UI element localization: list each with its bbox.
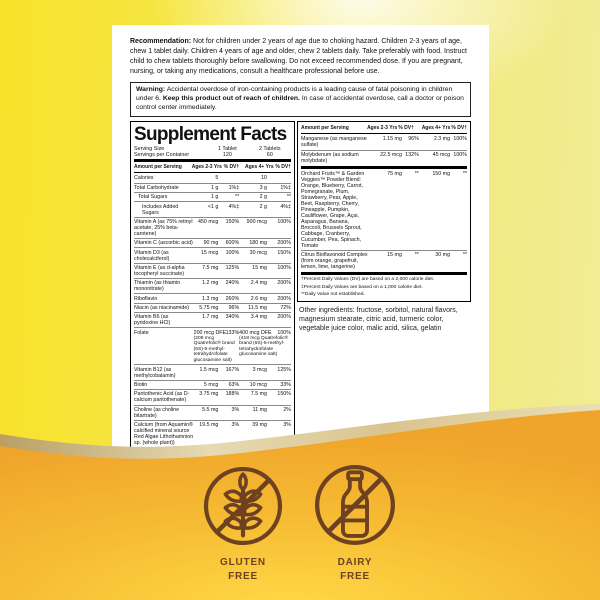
warning-body: Accidental overdose of iron-containing products is a leading cause of fatal poisoning in children under 6. <box>136 85 453 102</box>
nutrient-row <box>134 380 291 389</box>
recommendation-body: Not for children under 2 years of age due to choking hazard. Children 2-3 years of age, chew 1 tablet daily. Children 4 years of age and older, chew 2 tablets daily. Take preferably with food. Instruct child to chew tablets thoroughly before swallowing. Do not exceed recommended dose. If you are pregnant, nursing, or taking any medications, consult a healthcare professional before use. <box>130 38 467 75</box>
nutrient-row <box>134 174 291 182</box>
dv-ages-4plus: 2% <box>283 406 291 413</box>
blend-name: Orchard Fruits™ & Garden Veggies™ Powder Blend: Orange, Blueberry, Carrot, Pomegranate, Plum, Strawberry, Pear, Apple, Beet, Raspberry, Cherry, Pineapple, Pumpkin, Cauliflower, Grape, Açai, Asparagus, Banana, Broccoli, Brussels Sprout, Cabbage, Cranberry, Cucumber, Pea, Spinach, Tomato <box>301 171 365 249</box>
nutrient-row <box>134 183 291 192</box>
dv-ages-2-3: 3% <box>231 422 240 429</box>
header-age-4plus: Ages 4+ Yrs <box>421 124 451 131</box>
amount-ages-4plus: 30 mcg <box>249 249 267 256</box>
blend-name: Citrus Bioflavonoid Complex (from orange, grapefruit, lemon, lime, tangerine) <box>301 252 368 271</box>
serving-row-label: Serving Size <box>134 145 165 152</box>
nutrient-row <box>134 217 291 238</box>
amount-ages-4plus: 39 mg <box>252 422 267 429</box>
facts-header-row <box>301 124 467 132</box>
supplement-facts-title: Supplement Facts <box>134 123 287 145</box>
dv-ages-4plus: 150% <box>277 249 291 256</box>
amount-ages-4plus: 2 g <box>259 194 267 201</box>
warning-tail: In case of accidental overdose, call a doctor or poison control center immediately. <box>136 94 464 111</box>
dv-ages-2-3: ** <box>414 252 419 259</box>
wave-divider <box>0 400 600 600</box>
divider-bar <box>301 272 467 275</box>
header-age-4plus: Ages 4+ Yrs <box>245 163 274 170</box>
dv-ages-2-3: 188% <box>225 391 240 398</box>
divider-bar <box>301 133 467 135</box>
dv-ages-4plus: 200% <box>277 295 291 302</box>
product-label <box>112 25 489 465</box>
dv-ages-2-3: 63% <box>228 382 240 388</box>
dv-ages-2-3: 600% <box>225 240 240 247</box>
dv-ages-4plus: 125% <box>277 366 291 373</box>
amount-ages-4plus: 2 g <box>259 203 267 210</box>
dv-ages-4plus: 200% <box>277 240 291 247</box>
header-dv-2-3: % DV† <box>398 124 414 131</box>
amount-ages-2-3: 1.3 mg <box>202 295 219 302</box>
warning-box <box>130 82 471 117</box>
amount-ages-4plus: 11.5 mg <box>248 304 267 311</box>
amount-ages-2-3: 19.5 mg <box>199 422 219 429</box>
right-facts-panel <box>297 121 471 302</box>
nutrient-name: Vitamin D3 (as cholecalciferol) <box>134 249 170 262</box>
dv-ages-4plus: ** <box>462 171 467 178</box>
dv-ages-2-3: 167% <box>225 366 240 373</box>
dv-ages-2-3: 240% <box>225 280 240 287</box>
amount-ages-2-3: 7.5 mg <box>202 264 219 271</box>
amount-ages-2-3: 1.2 mg <box>202 280 219 287</box>
serving-1-tablet: 120 <box>222 151 232 158</box>
dairy-free-label: DAIRY FREE <box>337 557 373 582</box>
warning-label: Warning: <box>136 85 166 93</box>
nutrient-name: Calcium (from Aquamin® calcified mineral source Red Algae Lithothamnion sp. (whole plant)) <box>134 422 194 446</box>
nutrient-name: Vitamin C (ascorbic acid) <box>134 240 193 247</box>
header-age-2-3: Ages 2-3 Yrs <box>367 124 398 131</box>
nutrient-row <box>134 247 291 262</box>
blend-rows <box>301 170 467 272</box>
amount-ages-2-3: 5.5 mg <box>202 406 219 413</box>
dv-ages-2-3: ** <box>235 194 240 201</box>
dv-ages-4plus: 33% <box>280 382 291 388</box>
amount-ages-2-3: 3.75 mg <box>199 391 219 398</box>
amount-ages-2-3: 5.75 mg <box>199 304 219 311</box>
serving-row <box>134 152 291 158</box>
milk-bottle-no-icon <box>312 462 398 548</box>
nutrient-name: Vitamin B12 (as methylcobalamin) <box>134 366 176 379</box>
dv-ages-4plus: 72% <box>280 304 291 311</box>
dv-ages-2-3: 150% <box>225 218 240 225</box>
blend-row <box>301 170 467 250</box>
nutrient-row <box>134 263 291 278</box>
amount-ages-4plus: 3.4 mg <box>250 314 267 321</box>
amount-ages-2-3: 1 g <box>210 194 219 201</box>
dv-ages-4plus: 4%‡ <box>280 203 291 210</box>
nutrient-name: Manganese (as manganese sulfate) <box>301 136 367 149</box>
amount-ages-2-3: <1 g <box>207 203 219 210</box>
dv-ages-4plus: 1%‡ <box>280 184 291 191</box>
nutrient-row <box>134 238 291 247</box>
dv-ages-4plus: 100% <box>453 151 467 158</box>
nutrient-name: Thiamin (as thiamin mononitrate) <box>134 280 181 293</box>
amount-ages-4plus: 45 mcg <box>432 151 451 158</box>
dv-ages-4plus: 100% <box>277 329 291 336</box>
nutrient-name: Pantothenic Acid (as D-calcium pantothenate) <box>134 391 190 404</box>
header-dv-4plus: % DV† <box>451 124 467 131</box>
dv-ages-4plus: 200% <box>277 280 291 287</box>
dv-ages-4plus: 3% <box>283 422 291 429</box>
amount-ages-4plus: 10 mcg <box>249 382 267 388</box>
amount-ages-2-3: 1.15 mg <box>382 136 402 143</box>
dv-ages-4plus: ** <box>462 252 467 259</box>
amount-ages-4plus: 3 g <box>259 184 267 191</box>
dv-ages-2-3: 132% <box>405 151 419 158</box>
amount-ages-2-3: 1 g <box>210 184 219 191</box>
gluten-free-badge <box>193 464 293 583</box>
amount-ages-4plus: 180 mg <box>249 240 267 247</box>
serving-info <box>134 146 291 158</box>
amount-ages-4plus: 11 mg <box>252 406 267 413</box>
header-amount: Amount per Serving <box>301 124 349 131</box>
amount-ages-4plus: 900 mcg <box>246 218 267 225</box>
amount-ages-4plus: 30 mg <box>435 252 451 259</box>
dv-ages-2-3: 3% <box>231 406 240 413</box>
nutrient-row <box>301 135 467 149</box>
nutrient-row <box>134 312 291 327</box>
dv-ages-2-3: ** <box>414 171 419 178</box>
amount-note-2-3: (209 mcg Quatrefolic® brand (6S)-5-methyl-tetrahydrofolate glucosamine salt) <box>193 335 235 363</box>
dv-ages-4plus: 100% <box>453 136 467 143</box>
right-column <box>297 121 471 333</box>
serving-1-tablet: 1 Tablet <box>218 145 237 152</box>
divider-bar <box>134 172 291 174</box>
nutrient-name: Molybdenum (as sodium molybdate) <box>301 151 359 164</box>
dv-ages-2-3: 260% <box>225 295 240 302</box>
amount-ages-4plus: 3 mcg <box>252 366 267 373</box>
dv-ages-4plus: 100% <box>277 218 291 225</box>
mineral-rows <box>301 135 467 165</box>
other-ingredients: Other ingredients: fructose, sorbitol, natural flavors, magnesium stearate, citric acid, turmeric color, vegetable juice color, malic acid, silica, gelatin <box>299 306 458 332</box>
amount-ages-4plus: 2.4 mg <box>250 280 267 287</box>
amount-ages-2-3: 15 mcg <box>200 249 219 256</box>
amount-ages-4plus: 2.3 mg <box>433 136 451 143</box>
amount-note-4plus: (418 mcg Quatrefolic® brand (6S)-5-methyl-tetrahydrofolate glucosamine salt) <box>239 335 289 358</box>
dv-ages-2-3: 96% <box>228 304 240 311</box>
nutrient-name: Choline (as choline bitartrate) <box>134 406 180 419</box>
serving-2-tablets: 60 <box>266 151 273 158</box>
amount-ages-2-3: 200 mcg DFE <box>193 329 227 336</box>
dv-ages-4plus: ** <box>286 194 291 201</box>
nutrient-row <box>134 327 291 364</box>
amount-ages-4plus: 7.5 mg <box>250 391 267 398</box>
amount-ages-2-3: 90 mg <box>203 240 219 247</box>
amount-ages-2-3: 5 mcg <box>203 382 219 388</box>
serving-row-label: Servings per Container <box>134 151 190 158</box>
dairy-free-badge <box>305 462 405 583</box>
nutrient-name: Includes Added Sugars <box>142 203 179 216</box>
nutrient-name: Niacin (as niacinamide) <box>134 304 190 311</box>
warning-bold: Keep this product out of reach of children. <box>162 94 300 102</box>
footnotes <box>301 276 467 297</box>
gluten-free-label: GLUTEN FREE <box>220 557 266 582</box>
nutrient-row <box>134 192 291 201</box>
blend-row <box>301 250 467 271</box>
footnote: †Percent Daily Values (DV) are based on a 2,000 calorie diet. <box>301 277 435 283</box>
amount-ages-2-3: 450 mcg <box>198 218 219 225</box>
header-age-2-3: Ages 2-3 Yrs <box>191 163 222 170</box>
nutrient-row <box>134 201 291 216</box>
footnote: ‡Percent Daily Values are based on a 1,000 calorie diet. <box>301 284 423 290</box>
facts-header-row <box>134 163 291 171</box>
nutrient-name: Biotin <box>134 382 148 388</box>
dv-ages-4plus: 200% <box>277 314 291 321</box>
dv-ages-2-3: 133% <box>225 329 240 336</box>
amount-ages-4plus: 2.6 mg <box>250 295 267 302</box>
amount-ages-4plus: 150 mg <box>432 171 451 178</box>
nutrient-name: Riboflavin <box>134 295 158 302</box>
dv-ages-2-3: 340% <box>225 314 240 321</box>
dv-ages-4plus: 100% <box>277 264 291 271</box>
nutrient-row <box>134 303 291 312</box>
wheat-no-icon <box>201 464 285 548</box>
amount-ages-2-3: 22.5 mcg <box>380 151 402 158</box>
divider-bar <box>134 159 291 162</box>
nutrient-row <box>134 278 291 293</box>
amount-ages-4plus: 10 <box>261 175 267 182</box>
dv-ages-2-3: 96% <box>408 136 419 143</box>
recommendation-text <box>130 37 471 77</box>
dv-ages-4plus: 150% <box>277 391 291 398</box>
dv-ages-2-3: 125% <box>225 264 240 271</box>
nutrient-name: Vitamin B6 (as pyridoxine HCl) <box>134 314 171 327</box>
header-amount: Amount per Serving <box>134 163 182 170</box>
nutrient-name: Vitamin E (as d-alpha tocopheryl succinate) <box>134 264 185 277</box>
nutrient-row <box>301 150 467 165</box>
divider-bar <box>301 166 467 169</box>
nutrient-name: Calories <box>134 175 154 182</box>
amount-ages-2-3: 1.5 mcg <box>199 366 219 373</box>
amount-ages-4plus: 15 mg <box>252 264 267 271</box>
amount-ages-2-3: 5 <box>215 175 219 182</box>
dv-ages-2-3: 100% <box>225 249 240 256</box>
amount-ages-2-3: 75 mg <box>387 171 402 178</box>
nutrient-name: Vitamin A (as 75% retinyl acetate, 25% beta-carotene) <box>134 218 193 237</box>
serving-2-tablets: 2 Tablets <box>259 145 281 152</box>
nutrient-name: Total Sugars <box>138 194 168 201</box>
dv-ages-2-3: 4%‡ <box>228 203 240 210</box>
nutrient-name: Total Carbohydrate <box>134 184 179 191</box>
recommendation-label: Recommendation: <box>130 38 192 45</box>
footnote: **Daily Value not established. <box>301 291 365 297</box>
header-dv-2-3: % DV† <box>223 163 240 170</box>
nutrient-name: Folate <box>134 329 149 336</box>
amount-ages-4plus: 400 mcg DFE <box>239 329 272 336</box>
dv-ages-2-3: 1%‡ <box>228 184 240 191</box>
amount-ages-2-3: 1.7 mg <box>202 314 219 321</box>
nutrient-row <box>134 293 291 302</box>
header-dv-4plus: % DV† <box>275 163 291 170</box>
amount-ages-2-3: 15 mg <box>387 252 402 259</box>
nutrient-row <box>134 364 291 379</box>
